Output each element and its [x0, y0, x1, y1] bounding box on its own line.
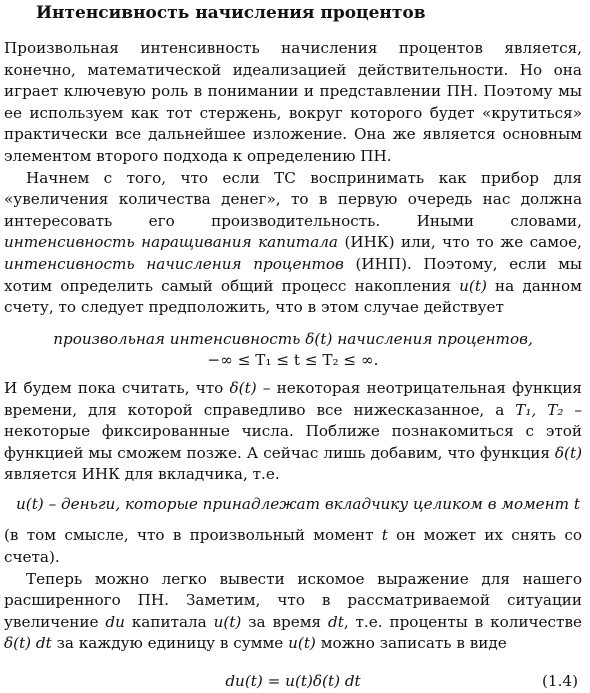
p5-symbol-u: u(t) — [213, 612, 242, 631]
p5-symbol-du: du — [105, 612, 125, 631]
display-text-b: начисления процентов, — [332, 329, 533, 348]
paragraph-5 — [4, 569, 582, 655]
p2-text-e: (ИНП). Поэтому, если мы хотим определить самый общий процесс накопления — [4, 254, 582, 295]
p5-text-i: за каждую единицу в сумме — [51, 634, 289, 653]
p5-text-k: можно записать в виде — [315, 634, 507, 653]
p5-text-c: капитала — [124, 612, 214, 631]
equation-number: (1.4) — [541, 672, 578, 691]
p3-symbol-delta-2: δ(t) — [554, 443, 582, 462]
p5-text-g: , т.е. проценты в количестве — [343, 612, 582, 631]
p3-text-c: – некоторая неотрицательная функция времени, для которой справедливо все нижесказанное, а — [4, 378, 582, 419]
p5-text-e: за время — [241, 612, 328, 631]
display-statement — [4, 329, 582, 372]
p2-term-ink: интенсивность наращивания капитала — [4, 233, 338, 252]
p4-text-c: он может их снять со счета). — [4, 526, 582, 567]
p5-symbol-delta-dt: δ(t) dt — [4, 634, 52, 653]
p3-text-e: – некоторые фиксированные числа. Поближе познакомиться с этой функцией мы сможем позже. А сейчас лишь добавим, что функция — [4, 400, 583, 462]
p2-text-g: на данном счету, то следует предположить, что в этом случае действует — [4, 276, 582, 317]
p2-term-inp: интенсивность начисления процентов — [4, 254, 344, 273]
p3-text-a: И будем пока считать, что — [4, 378, 230, 397]
p2-symbol-u: u(t) — [459, 276, 487, 295]
section-title: Интенсивность начисления процентов — [36, 3, 426, 23]
equation-formula: du(t) = u(t)δ(t) dt — [225, 672, 361, 691]
p4-symbol-t: t — [381, 526, 388, 545]
p5-text-a: Теперь можно легко вывести искомое выражение для нашего расширенного ПН. Заметим, что в рассматриваемой ситуации увеличение — [4, 569, 582, 631]
display-line-2: −∞ ≤ T₁ ≤ t ≤ T₂ ≤ ∞. — [207, 351, 379, 370]
display-definition-text: u(t) – деньги, которые принадлежат вкладчику целиком в момент t — [16, 494, 581, 513]
display-definition — [16, 494, 582, 516]
paragraph-2 — [4, 168, 582, 319]
paragraph-4 — [4, 525, 582, 568]
p3-symbol-delta: δ(t) — [229, 378, 257, 397]
p4-text-a: (в том смысле, что в произвольный момент — [4, 526, 382, 545]
p2-text-c: (ИНК) или, что то же самое, — [337, 233, 582, 252]
display-symbol-delta: δ(t) — [305, 329, 333, 348]
display-text-a: произвольная интенсивность — [53, 329, 306, 348]
display-line-1 — [4, 329, 582, 351]
p5-symbol-dt: dt — [328, 612, 344, 631]
p3-symbol-t1t2: T₁, T₂ — [515, 400, 564, 419]
p3-text-g: является ИНК для вкладчика, т.е. — [4, 465, 280, 484]
paragraph-3 — [4, 378, 582, 486]
p2-text-a: Начнем с того, что если ТС воспринимать как прибор для «увеличения количества денег», то в первую очередь нас должна интересовать его производительность. Иными словами, — [4, 168, 582, 230]
equation-1-4 — [4, 671, 582, 693]
p5-symbol-u-2: u(t) — [288, 634, 316, 653]
paragraph-1: Произвольная интенсивность начисления процентов является, конечно, математической идеализацией действительности. Но она играет ключевую роль в понимании и представлении ПН. Поэтому мы ее используем как тот стержень, вокруг которого будет «крутиться» практически все дальнейшее изложение. Она же является основным элементом второго подхода к определению ПН. — [4, 39, 582, 165]
